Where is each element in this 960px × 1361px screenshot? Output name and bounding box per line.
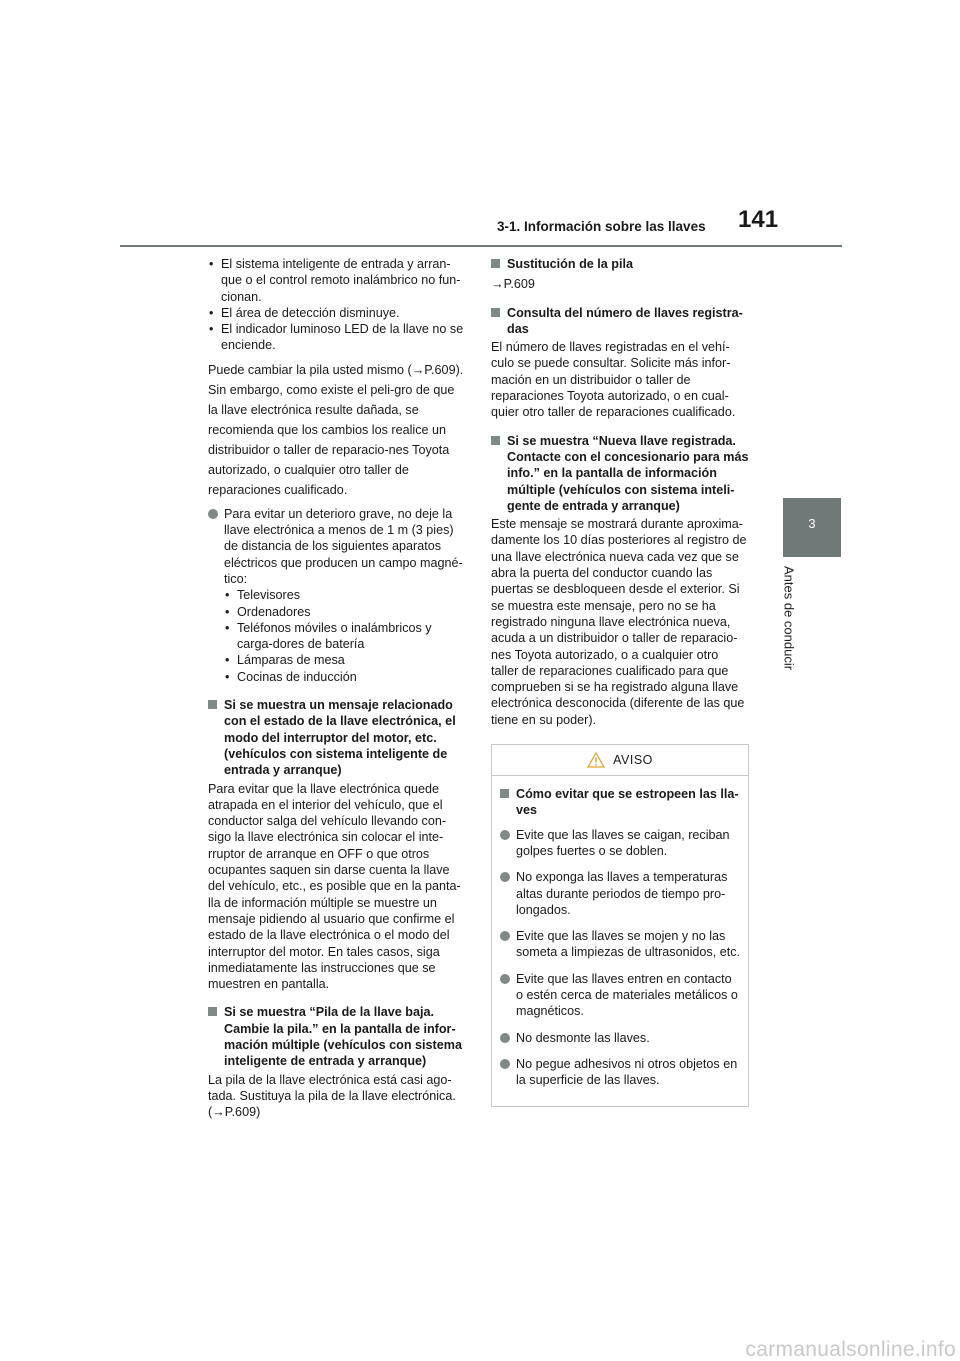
- circle-bullet-icon: [500, 830, 510, 840]
- chapter-label: [780, 566, 844, 686]
- page-number: 141: [738, 206, 779, 233]
- notice-item: No exponga las llaves a temperaturas altas durante periodos de tiempo pro-longados.: [500, 869, 740, 918]
- notice-item: Evite que las llaves se caigan, reciban golpes fuertes o se doblen.: [500, 827, 740, 860]
- left-column: [208, 256, 466, 1126]
- key-status-message-paragraph: Para evitar que la llave electrónica quede atrapada en el interior del vehículo, que el conductor salga del vehículo llevando con-sigo la llave electrónica sin colocar el inte-rruptor de arranque en OFF o que otros ocupantes saquen sin darse cuenta la llave del vehículo, etc., es posible que en la panta-lla de información múltiple se muestre un mensaje pidiendo al usuario que confirme el estado de la llave electrónica o el modo del interruptor del motor. En tales casos, siga inmediatamente las instrucciones que se muestren en pantalla.: [208, 781, 461, 992]
- circle-bullet-icon: [208, 509, 218, 519]
- list-item: • El indicador luminoso LED de la llave no se enciende.: [209, 322, 464, 353]
- magnetic-field-note: Para evitar un deterioro grave, no deje la llave electrónica a menos de 1 m (3 pies) de distancia de los siguientes aparatos eléctricos que producen un campo magné-tico:: [208, 506, 466, 587]
- intro-bullet-list: [208, 256, 466, 354]
- key-status-message-heading: Si se muestra un mensaje relacionado con el estado de la llave electrónica, el modo del interruptor del motor, etc. (vehículos con sistema inteligente de entrada y arranque): [208, 697, 466, 778]
- header-divider: [120, 245, 842, 247]
- square-bullet-icon: [500, 789, 509, 798]
- section-title: 3-1. Información sobre las llaves: [497, 219, 706, 234]
- right-column: [491, 256, 749, 1107]
- notice-item: Evite que las llaves entren en contacto o estén cerca de materiales metálicos o magnéticos.: [500, 971, 740, 1020]
- list-item: • Cocinas de inducción: [225, 669, 357, 684]
- new-key-registered-heading: Si se muestra “Nueva llave registrada. Contacte con el concesionario para más info.” en la pantalla de información múltiple (vehículos con sistema inteli-gente de entrada y arranque): [491, 433, 749, 514]
- notice-title: AVISO: [613, 752, 653, 767]
- list-item: • Televisores: [225, 588, 300, 603]
- battery-replacement-paragraph: Puede cambiar la pila usted mismo (→P.609). Sin embargo, como existe el peli-gro de que la llave electrónica resulte dañada, se recomienda que los cambios los realice un distribuidor o taller de reparacio-nes Toyota autorizado, o cualquier otro taller de reparaciones cualificado.: [208, 362, 464, 497]
- low-battery-paragraph: La pila de la llave electrónica está casi ago-tada. Sustituya la pila de la llave electrónica. (→P.609): [208, 1072, 456, 1120]
- square-bullet-icon: [208, 1007, 217, 1016]
- notice-item: No desmonte las llaves.: [500, 1030, 740, 1046]
- chapter-number: 3: [808, 516, 816, 531]
- list-item: • El área de detección disminuye.: [209, 305, 400, 320]
- registered-keys-heading: Consulta del número de llaves registra-das: [491, 305, 749, 338]
- list-item: • Ordenadores: [225, 604, 311, 619]
- notice-item: Evite que las llaves se mojen y no las someta a limpiezas de ultrasonidos, etc.: [500, 928, 740, 961]
- list-item: • Teléfonos móviles o inalámbricos y carga-dores de batería: [225, 620, 432, 652]
- circle-bullet-icon: [500, 872, 510, 882]
- notice-box: [491, 744, 749, 1107]
- page-reference: →P.609: [491, 277, 535, 292]
- square-bullet-icon: [491, 436, 500, 445]
- notice-heading: Cómo evitar que se estropeen las lla-ves: [500, 786, 740, 819]
- low-battery-heading: Si se muestra “Pila de la llave baja. Cambie la pila.” en la pantalla de infor-mación múltiple (vehículos con sistema inteligente de entrada y arranque): [208, 1004, 466, 1069]
- battery-replacement-heading: Sustitución de la pila: [491, 256, 749, 272]
- circle-bullet-icon: [500, 974, 510, 984]
- devices-list: [224, 587, 466, 685]
- registered-keys-paragraph: El número de llaves registradas en el vehí-culo se puede consultar. Solicite más infor-mación en un distribuidor o taller de reparaciones Toyota autorizado, o en cual-quier otro taller de reparaciones cualificado.: [491, 340, 736, 420]
- square-bullet-icon: [208, 700, 217, 709]
- list-item: • El sistema inteligente de entrada y arran-que o el control remoto inalámbrico no fun-cionan.: [209, 257, 461, 304]
- warning-triangle-icon: [587, 752, 605, 768]
- circle-bullet-icon: [500, 931, 510, 941]
- notice-header: [492, 745, 748, 776]
- circle-bullet-icon: [500, 1059, 510, 1069]
- list-item: • Lámparas de mesa: [225, 653, 345, 668]
- notice-item: No pegue adhesivos ni otros objetos en la superficie de las llaves.: [500, 1056, 740, 1089]
- circle-bullet-icon: [500, 1033, 510, 1043]
- square-bullet-icon: [491, 259, 500, 268]
- watermark: carmanualsonline.info: [745, 1337, 956, 1361]
- chapter-label-text: Antes de conducir: [781, 566, 797, 671]
- chapter-tab[interactable]: [783, 498, 841, 557]
- square-bullet-icon: [491, 308, 500, 317]
- new-key-registered-paragraph: Este mensaje se mostrará durante aproxima-damente los 10 días posteriores al registro de una llave electrónica nueva cada vez que se abra la puerta del conductor cuando las puertas se desbloqueen desde el exterior. Si se muestra este mensaje, pero no se ha registrado ninguna llave electrónica nueva, acuda a un distribuidor o taller de reparacio-nes Toyota autorizado, o a cualquier otro taller de reparaciones cualificado para que comprueben si se ha registrado alguna llave electrónica desconocida (diferente de las que tiene en su poder).: [491, 517, 747, 727]
